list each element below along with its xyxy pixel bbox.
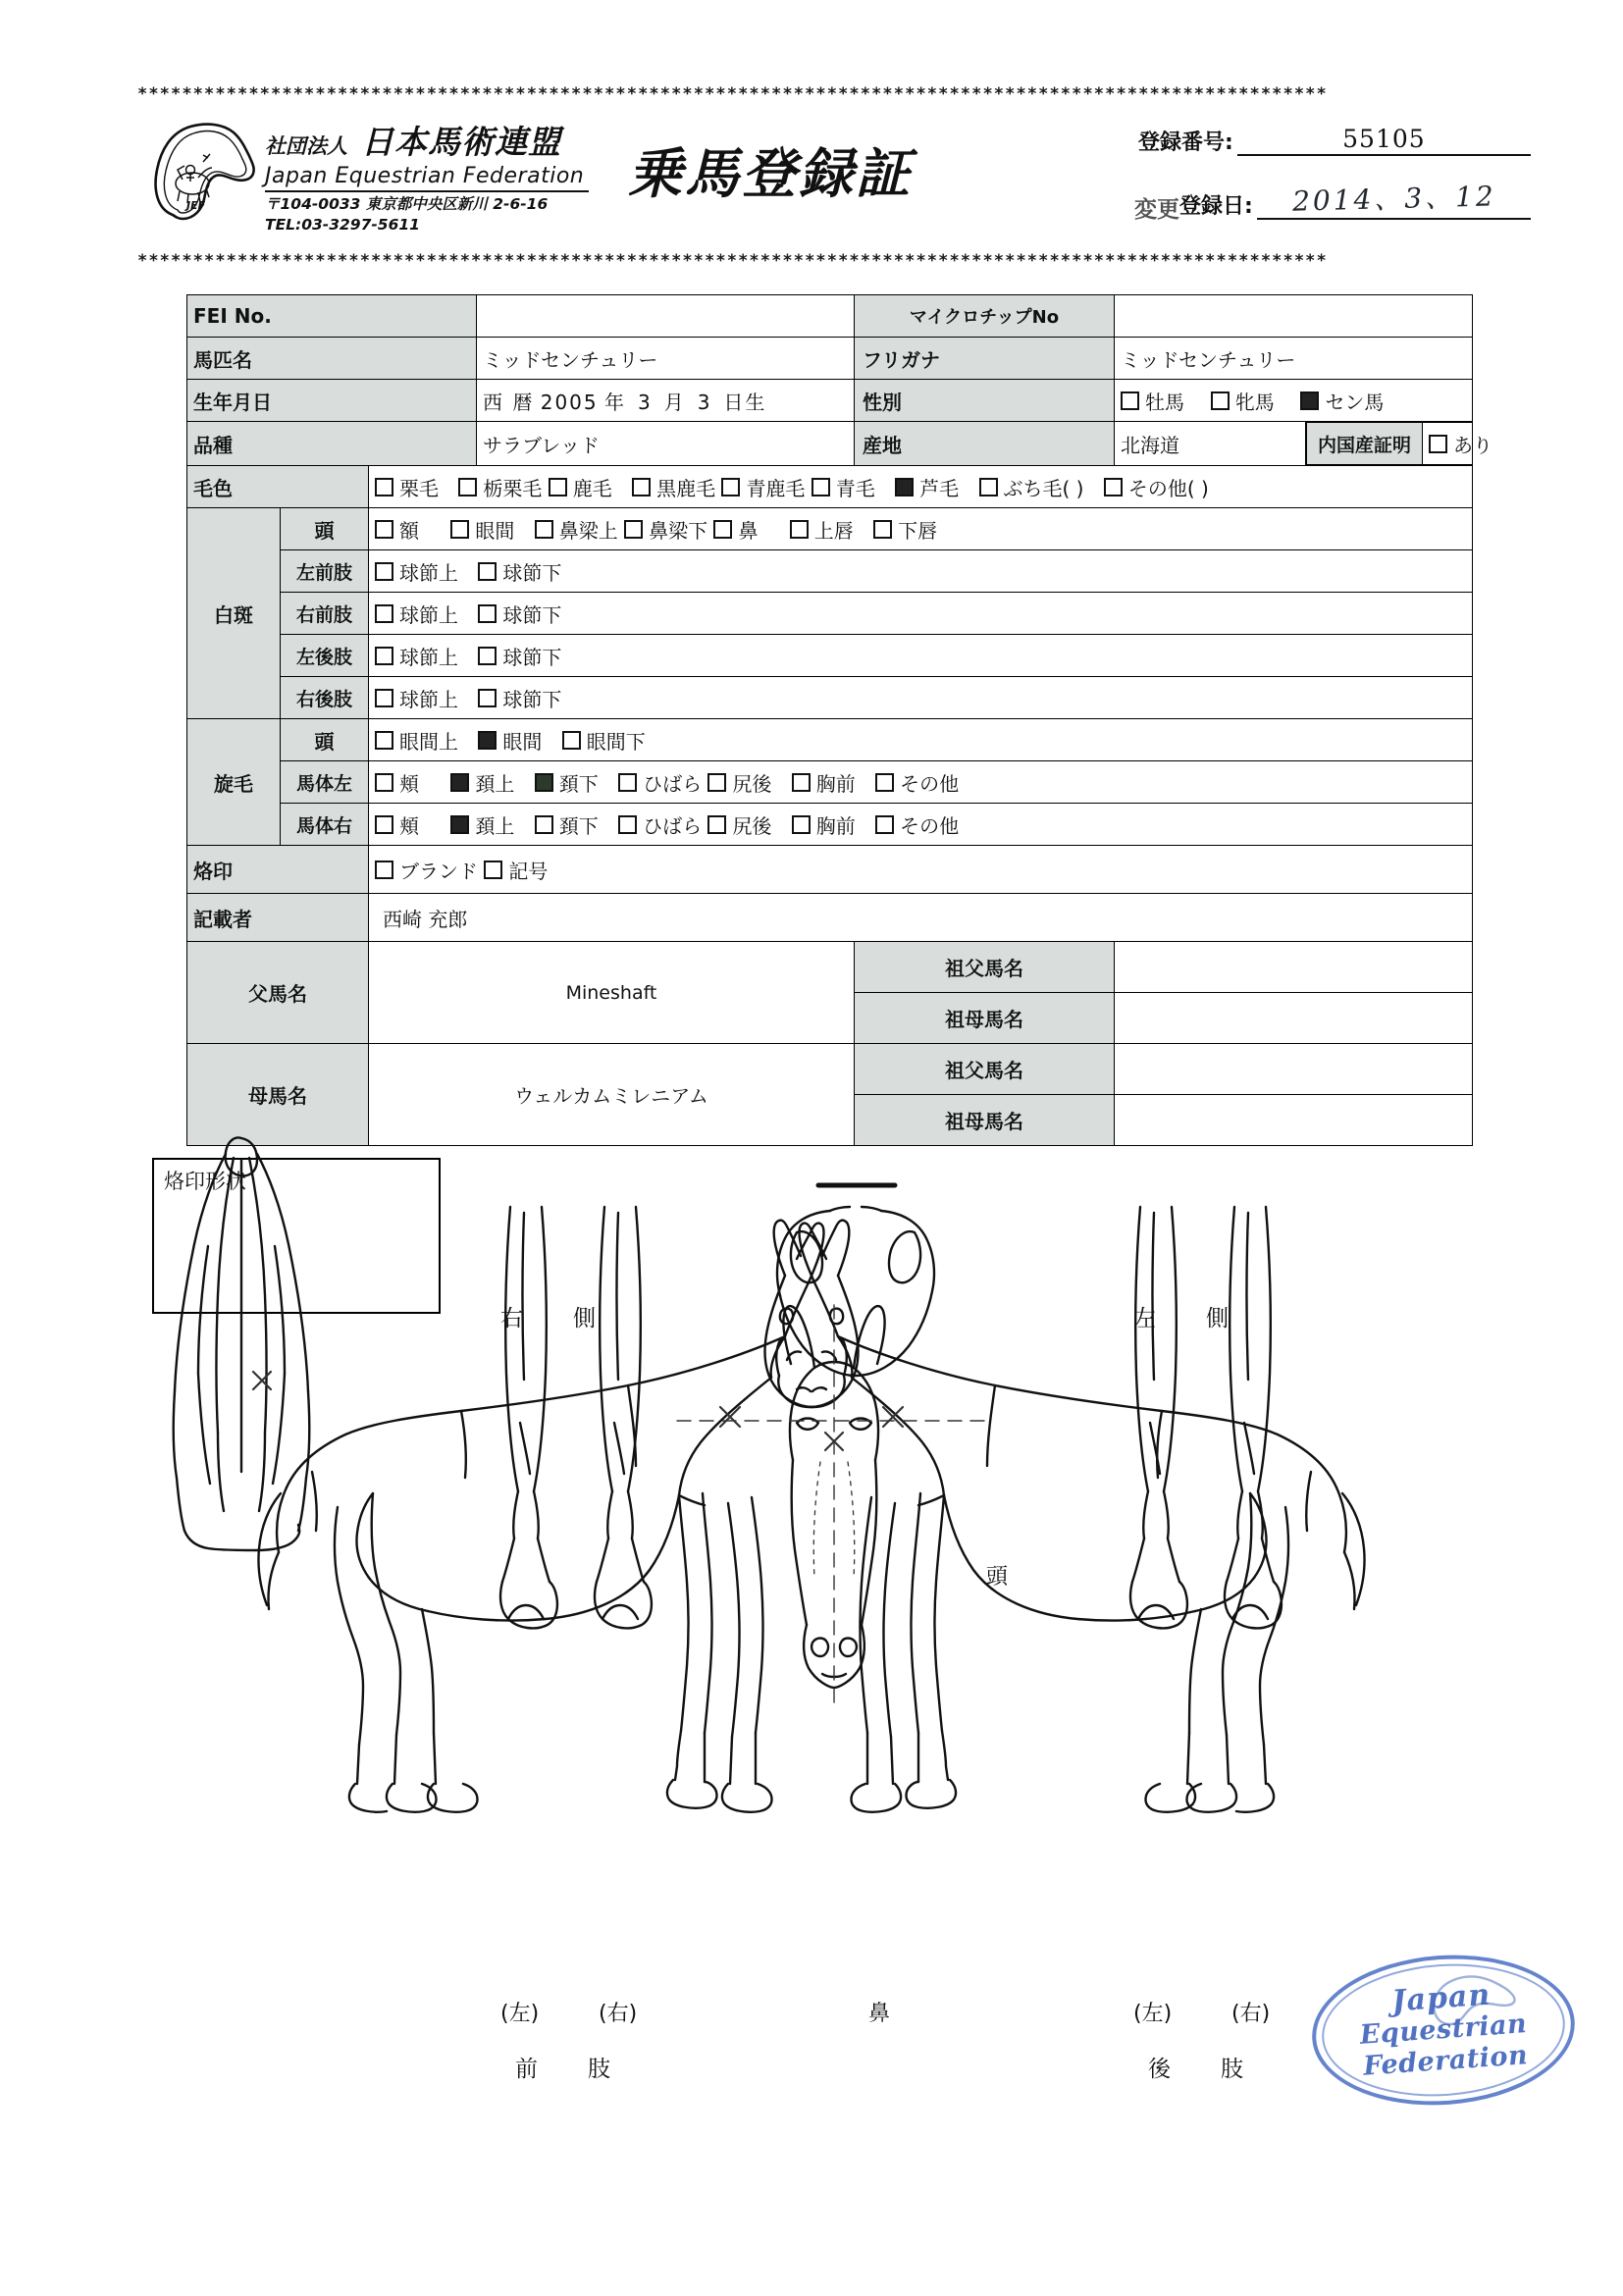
- checkbox-white-head-4[interactable]: [713, 520, 732, 539]
- coat-option-2-label: 鹿毛: [572, 476, 612, 500]
- checkbox-sex-0[interactable]: [1121, 391, 1139, 410]
- coat-option-1[interactable]: [458, 477, 542, 500]
- table-row-white-limb-2: [187, 635, 1473, 677]
- checkbox-coat-5[interactable]: [812, 478, 830, 496]
- registration-date-field[interactable]: [1257, 178, 1531, 220]
- checkbox-whorl-left-2[interactable]: [535, 773, 553, 792]
- checkbox-white-limb-1-1[interactable]: [478, 604, 497, 623]
- white-limb-1-options[interactable]: [369, 593, 1473, 635]
- stamp-line-2: Equestrian: [1358, 2009, 1529, 2051]
- front-limbs-figure: [500, 1207, 652, 1628]
- checkbox-white-limb-3-0[interactable]: [375, 689, 393, 707]
- furigana-label: フリガナ: [855, 338, 1115, 380]
- white-limb-0-option-1-label: 球節下: [502, 560, 562, 585]
- hind-left-label: (左): [1133, 2002, 1173, 2026]
- dob-label: 生年月日: [187, 380, 477, 422]
- fei-no-value[interactable]: [477, 295, 855, 338]
- front-limb-label: 前 肢: [515, 2057, 624, 2082]
- white-head-option-6[interactable]: [873, 519, 937, 543]
- checkbox-white-head-5[interactable]: [790, 520, 809, 539]
- white-head-option-0-label: 額: [399, 518, 419, 543]
- coat-option-2[interactable]: [549, 477, 612, 500]
- domestic-cert-option-label: あり: [1453, 433, 1492, 457]
- checkbox-whorl-left-1[interactable]: [450, 773, 469, 792]
- checkbox-white-head-3[interactable]: [624, 520, 643, 539]
- dam-label: 母馬名: [187, 1044, 369, 1146]
- head-label: 頭: [986, 1565, 1009, 1590]
- dam-value[interactable]: ウェルカムミレニアム: [369, 1044, 855, 1146]
- whorl-head-label: 頭: [281, 719, 369, 761]
- org-divider: [265, 190, 589, 192]
- domestic-cert-option[interactable]: [1423, 423, 1492, 465]
- jef-logo-icon: [147, 119, 260, 222]
- hind-limb-label: 後 肢: [1148, 2057, 1257, 2082]
- sex-options[interactable]: [1115, 380, 1473, 422]
- whorl-head-options[interactable]: [369, 719, 1473, 761]
- whorl-head-option-0-label: 眼間上: [399, 729, 458, 754]
- horse-name-label: 馬匹名: [187, 338, 477, 380]
- sex-option-0[interactable]: [1121, 391, 1184, 414]
- fei-no-label: FEI No.: [187, 295, 477, 338]
- registration-number-label: 登録番号:: [1138, 130, 1233, 155]
- white-head-option-6-label: 下唇: [898, 518, 938, 543]
- whorl-right-label: 馬体右: [281, 804, 369, 846]
- table-row-breed: [187, 422, 1473, 466]
- white-head-options[interactable]: [369, 508, 1473, 550]
- dob-day-unit: 日生: [723, 390, 767, 414]
- whorl-left-option-3-label: ひばら: [643, 771, 703, 796]
- checkbox-coat-0[interactable]: [375, 478, 393, 496]
- table-row-dam-grandsire: [187, 1044, 1473, 1095]
- white-limb-2-option-1[interactable]: [478, 646, 561, 669]
- coat-option-0-label: 栗毛: [399, 476, 439, 500]
- furigana-value[interactable]: ミッドセンチュリー: [1115, 338, 1473, 380]
- whorl-right-option-4[interactable]: [707, 814, 771, 838]
- brand-option-1[interactable]: [484, 860, 548, 883]
- checkbox-whorl-left-3[interactable]: [618, 773, 637, 792]
- white-head-option-1[interactable]: [450, 519, 514, 543]
- table-row-whorl-left: [187, 761, 1473, 804]
- left-side-label: 左 側: [1133, 1306, 1242, 1331]
- whorl-right-option-3[interactable]: [618, 814, 702, 838]
- domestic-cert-label: 内国産証明: [1307, 423, 1423, 465]
- whorl-right-option-1[interactable]: [450, 814, 514, 838]
- checkbox-coat-6[interactable]: [895, 478, 914, 496]
- table-row-fei: [187, 295, 1473, 338]
- checkbox-whorl-right-2[interactable]: [535, 815, 553, 834]
- whorl-left-option-0-label: 頬: [399, 771, 419, 796]
- dob-year-unit: 年: [603, 390, 626, 414]
- checkbox-whorl-right-5[interactable]: [792, 815, 811, 834]
- checkbox-brand-0[interactable]: [375, 861, 393, 879]
- recorder-label: 記載者: [187, 894, 369, 942]
- whorl-left-option-0[interactable]: [375, 772, 419, 796]
- white-limb-0-option-0[interactable]: [375, 561, 458, 585]
- white-limb-0-label: 左前肢: [281, 550, 369, 593]
- checkbox-white-limb-2-0[interactable]: [375, 647, 393, 665]
- white-limb-1-option-1[interactable]: [478, 603, 561, 627]
- org-name-jp: 日本馬術連盟: [361, 123, 561, 161]
- checkbox-whorl-right-1[interactable]: [450, 815, 469, 834]
- checkbox-white-limb-2-1[interactable]: [478, 647, 497, 665]
- microchip-label: マイクロチップNo: [855, 295, 1115, 338]
- coat-option-5[interactable]: [812, 477, 875, 500]
- coat-option-5-label: 青毛: [835, 476, 875, 500]
- white-head-option-5-label: 上唇: [813, 518, 854, 543]
- checkbox-whorl-left-5[interactable]: [792, 773, 811, 792]
- registration-number-value: 55105: [1342, 125, 1426, 153]
- table-row-white-limb-1: [187, 593, 1473, 635]
- table-row-white-limb-3: [187, 677, 1473, 719]
- checkbox-whorl-head-2[interactable]: [562, 731, 581, 750]
- checkbox-whorl-left-6[interactable]: [875, 773, 894, 792]
- white-limb-0-options[interactable]: [369, 550, 1473, 593]
- stamp-line-3: Federation: [1362, 2040, 1530, 2082]
- checkbox-white-limb-1-0[interactable]: [375, 604, 393, 623]
- whorl-left-option-5-label: 胸前: [815, 771, 856, 796]
- registration-date-label: [1134, 189, 1253, 223]
- sire-granddam-value[interactable]: [1115, 993, 1473, 1044]
- checkbox-whorl-right-4[interactable]: [707, 815, 726, 834]
- white-limb-1-option-1-label: 球節下: [502, 602, 562, 627]
- checkbox-coat-1[interactable]: [458, 478, 477, 496]
- coat-option-8-label: その他( ): [1127, 476, 1209, 500]
- white-head-option-2[interactable]: [535, 519, 618, 543]
- white-limb-2-option-0-label: 球節上: [399, 645, 458, 669]
- sex-option-0-label: 牡馬: [1145, 390, 1184, 414]
- whorl-left-label: 馬体左: [281, 761, 369, 804]
- sex-option-1-label: 牝馬: [1234, 390, 1275, 414]
- origin-label: 産地: [855, 422, 1115, 466]
- horse-neck-topview-figure: [174, 1138, 310, 1550]
- coat-label: 毛色: [187, 466, 369, 508]
- whorl-right-option-6-label: その他: [900, 813, 960, 838]
- star-divider-bottom: ***********************************************************************************************************: [137, 253, 1328, 270]
- registration-number-row: [1138, 125, 1531, 156]
- whorl-left-option-6[interactable]: [875, 772, 959, 796]
- whorl-left-options[interactable]: [369, 761, 1473, 804]
- org-name-en: Japan Equestrian Federation: [265, 164, 585, 188]
- coat-option-6-label: 芦毛: [919, 476, 960, 500]
- white-limb-2-label: 左後肢: [281, 635, 369, 677]
- document-header: [137, 113, 1531, 240]
- domestic-cert-cell: [1306, 422, 1492, 466]
- checkbox-coat-3[interactable]: [632, 478, 651, 496]
- coat-option-3[interactable]: [632, 477, 715, 500]
- whorl-left-option-3[interactable]: [618, 772, 702, 796]
- table-row-brand: [187, 846, 1473, 894]
- front-left-label: (左): [500, 2002, 540, 2026]
- table-row-sire-grandsire: [187, 942, 1473, 993]
- sex-option-1[interactable]: [1211, 391, 1275, 414]
- org-telephone: TEL:03-3297-5611: [265, 216, 420, 235]
- whorl-left-option-4-label: 尻後: [732, 771, 772, 796]
- checkbox-whorl-left-0[interactable]: [375, 773, 393, 792]
- registration-block: [1134, 125, 1531, 241]
- brand-option-1-label: 記号: [508, 859, 549, 883]
- registration-date-row: [1134, 178, 1531, 223]
- breed-label: 品種: [187, 422, 477, 466]
- white-limb-0-option-0-label: 球節上: [399, 560, 458, 585]
- whorl-right-option-3-label: ひばら: [643, 813, 703, 838]
- sex-option-2-label: セン馬: [1325, 390, 1385, 414]
- dob-day: 3: [697, 390, 712, 414]
- dam-granddam-label: 祖母馬名: [855, 1095, 1115, 1146]
- whorl-head-option-1[interactable]: [478, 730, 542, 754]
- horse-information-table: [186, 294, 1492, 1146]
- org-postal-address: 〒104-0033 東京都中央区新川 2-6-16: [265, 195, 549, 213]
- whorl-left-option-2[interactable]: [535, 772, 599, 796]
- sire-label: 父馬名: [187, 942, 369, 1044]
- coat-option-1-label: 栃栗毛: [483, 476, 543, 500]
- coat-option-4[interactable]: [721, 477, 805, 500]
- white-head-option-4[interactable]: [713, 519, 758, 543]
- table-row-recorder: [187, 894, 1473, 942]
- coat-option-8[interactable]: [1104, 477, 1209, 500]
- brand-options[interactable]: [369, 846, 1473, 894]
- white-limb-2-option-1-label: 球節下: [502, 645, 562, 669]
- checkbox-whorl-left-4[interactable]: [707, 773, 726, 792]
- whorl-right-option-6[interactable]: [875, 814, 959, 838]
- dob-value[interactable]: [477, 380, 855, 422]
- whorl-right-option-0[interactable]: [375, 814, 419, 838]
- whorl-head-option-2-label: 眼間下: [586, 729, 646, 754]
- checkbox-coat-4[interactable]: [721, 478, 740, 496]
- checkbox-coat-2[interactable]: [549, 478, 567, 496]
- coat-options[interactable]: [369, 466, 1473, 508]
- table-row-white-limb-0: [187, 550, 1473, 593]
- checkbox-sex-2[interactable]: [1300, 391, 1319, 410]
- front-right-label: (右): [599, 2002, 638, 2026]
- right-side-label: 右 側: [500, 1306, 609, 1331]
- checkbox-sex-1[interactable]: [1211, 391, 1230, 410]
- white-limb-3-option-0[interactable]: [375, 688, 458, 711]
- jef-official-stamp: [1307, 1947, 1580, 2113]
- checkbox-domestic-cert[interactable]: [1429, 435, 1447, 453]
- checkbox-whorl-head-0[interactable]: [375, 731, 393, 750]
- white-head-option-4-label: 鼻: [738, 518, 759, 543]
- dob-month-unit: 月: [663, 390, 686, 414]
- nose-label: 鼻: [868, 2002, 891, 2026]
- checkbox-coat-8[interactable]: [1104, 478, 1123, 496]
- star-divider-top: ***********************************************************************************************************: [137, 86, 1328, 103]
- white-limb-0-option-1[interactable]: [478, 561, 561, 585]
- coat-option-7-label: ぶち毛( ): [1003, 476, 1084, 500]
- table-row-white-head: [187, 508, 1473, 550]
- dob-month: 3: [637, 390, 653, 414]
- registration-date-value: 2014、3、12: [1291, 180, 1496, 218]
- sire-grandsire-value[interactable]: [1115, 942, 1473, 993]
- checkbox-coat-7[interactable]: [979, 478, 998, 496]
- whorl-right-option-2[interactable]: [535, 814, 599, 838]
- whorl-left-option-4[interactable]: [707, 772, 771, 796]
- table-row-coat: [187, 466, 1473, 508]
- white-head-label: 頭: [281, 508, 369, 550]
- page-title: 乗馬登録証: [628, 142, 914, 205]
- whorl-left-option-2-label: 頚下: [558, 771, 599, 796]
- checkbox-whorl-right-3[interactable]: [618, 815, 637, 834]
- whorl-head-option-1-label: 眼間: [502, 729, 543, 754]
- whorl-left-option-1[interactable]: [450, 772, 514, 796]
- brand-shape-label: 烙印形状: [164, 1170, 246, 1193]
- checkbox-white-limb-0-0[interactable]: [375, 562, 393, 581]
- registration-number-field[interactable]: [1237, 125, 1531, 156]
- coat-option-7[interactable]: [979, 477, 1084, 500]
- white-limb-2-options[interactable]: [369, 635, 1473, 677]
- whorl-right-option-5-label: 胸前: [815, 813, 856, 838]
- coat-option-0[interactable]: [375, 477, 439, 500]
- checkbox-white-head-0[interactable]: [375, 520, 393, 539]
- brand-option-0-label: ブランド: [399, 859, 478, 883]
- dam-grandsire-label: 祖父馬名: [855, 1044, 1115, 1095]
- whorl-left-option-1-label: 頚上: [475, 771, 515, 796]
- white-limb-1-option-0-label: 球節上: [399, 602, 458, 627]
- white-limb-3-label: 右後肢: [281, 677, 369, 719]
- sire-granddam-label: 祖母馬名: [855, 993, 1115, 1044]
- whorl-right-option-4-label: 尻後: [732, 813, 772, 838]
- whorl-left-option-5[interactable]: [792, 772, 856, 796]
- checkbox-whorl-head-1[interactable]: [478, 731, 497, 750]
- table-row-dob: [187, 380, 1473, 422]
- coat-option-6[interactable]: [895, 477, 959, 500]
- white-head-option-3-label: 鼻梁下: [649, 518, 708, 543]
- origin-value[interactable]: 北海道: [1115, 422, 1306, 466]
- whorl-right-option-2-label: 頚下: [558, 813, 599, 838]
- dob-year: 2005: [540, 390, 599, 414]
- horse-muzzle-figure: [777, 1185, 934, 1376]
- table-row-whorl-right: [187, 804, 1473, 846]
- white-limb-3-option-0-label: 球節上: [399, 687, 458, 711]
- checkbox-brand-1[interactable]: [484, 861, 502, 879]
- brand-label: 烙印: [187, 846, 369, 894]
- horse-left-side-figure: [765, 1221, 1365, 1812]
- checkbox-white-head-1[interactable]: [450, 520, 469, 539]
- white-head-option-0[interactable]: [375, 519, 419, 543]
- white-limb-1-label: 右前肢: [281, 593, 369, 635]
- microchip-value[interactable]: [1115, 295, 1473, 338]
- breed-value[interactable]: サラブレッド: [477, 422, 855, 466]
- white-limb-3-options[interactable]: [369, 677, 1473, 719]
- white-head-option-2-label: 鼻梁上: [558, 518, 618, 543]
- horse-name-value[interactable]: ミッドセンチュリー: [477, 338, 855, 380]
- whorl-label: 旋毛: [187, 719, 281, 846]
- hind-right-label: (右): [1231, 2002, 1271, 2026]
- checkbox-white-limb-0-1[interactable]: [478, 562, 497, 581]
- white-head-option-3[interactable]: [624, 519, 707, 543]
- white-limb-3-option-1-label: 球節下: [502, 687, 562, 711]
- dam-grandsire-value[interactable]: [1115, 1044, 1473, 1095]
- whorl-right-option-1-label: 頚上: [475, 813, 515, 838]
- registration-date-text: 登録日:: [1179, 194, 1253, 219]
- white-limb-3-option-1[interactable]: [478, 688, 561, 711]
- checkbox-white-head-6[interactable]: [873, 520, 892, 539]
- sex-option-2[interactable]: [1300, 391, 1384, 414]
- horse-right-side-figure: [258, 1221, 858, 1812]
- sire-value[interactable]: Mineshaft: [369, 942, 855, 1044]
- coat-option-3-label: 黒鹿毛: [656, 476, 716, 500]
- svg-text:JEF: JEF: [186, 199, 206, 212]
- sire-grandsire-label: 祖父馬名: [855, 942, 1115, 993]
- recorder-value[interactable]: 西崎 充郎: [369, 894, 1473, 942]
- checkbox-whorl-right-0[interactable]: [375, 815, 393, 834]
- stamp-line-1: Japan: [1390, 1977, 1492, 2019]
- table-row-horse-name: [187, 338, 1473, 380]
- whorl-left-option-6-label: その他: [900, 771, 960, 796]
- white-limb-2-option-0[interactable]: [375, 646, 458, 669]
- whorl-head-option-0[interactable]: [375, 730, 458, 754]
- sex-label: 性別: [855, 380, 1115, 422]
- white-head-option-1-label: 眼間: [475, 518, 515, 543]
- checkbox-white-limb-3-1[interactable]: [478, 689, 497, 707]
- coat-option-4-label: 青鹿毛: [746, 476, 806, 500]
- checkbox-whorl-right-6[interactable]: [875, 815, 894, 834]
- change-stamp: 変更: [1134, 197, 1179, 223]
- white-head-option-5[interactable]: [790, 519, 854, 543]
- dob-era: 西 暦: [483, 390, 535, 414]
- checkbox-white-head-2[interactable]: [535, 520, 553, 539]
- org-type-label: 社団法人: [265, 134, 347, 158]
- whorl-right-options[interactable]: [369, 804, 1473, 846]
- organization-block: [265, 117, 608, 235]
- table-row-whorl-head: [187, 719, 1473, 761]
- brand-option-0[interactable]: [375, 860, 478, 883]
- whorl-right-option-5[interactable]: [792, 814, 856, 838]
- whorl-right-option-0-label: 頬: [399, 813, 419, 838]
- white-markings-label: 白斑: [187, 508, 281, 719]
- whorl-head-option-2[interactable]: [562, 730, 646, 754]
- white-limb-1-option-0[interactable]: [375, 603, 458, 627]
